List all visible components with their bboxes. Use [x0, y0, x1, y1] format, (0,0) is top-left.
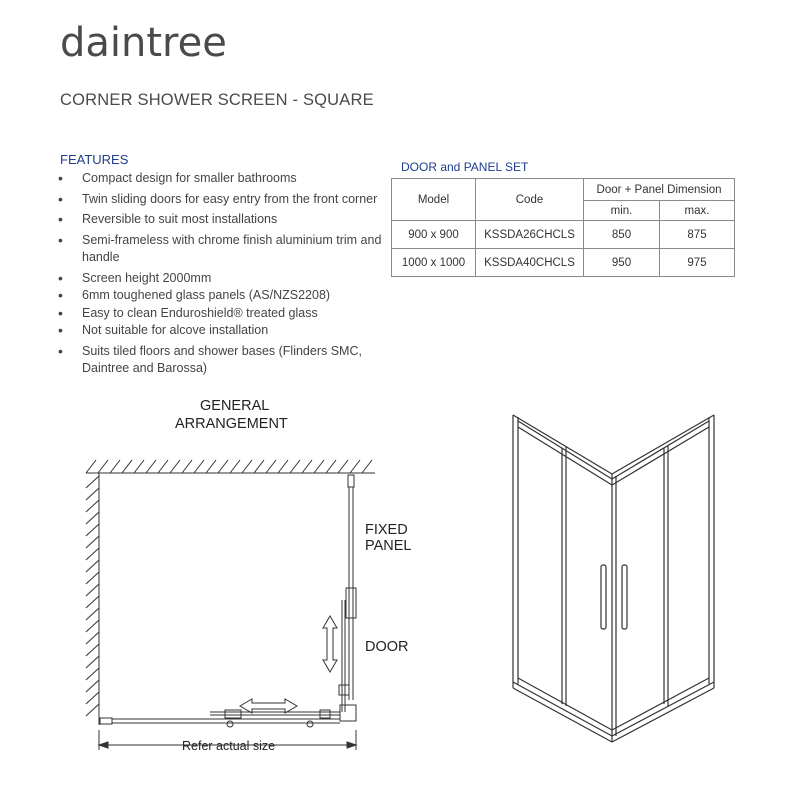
cell-model: 1000 x 1000	[392, 249, 476, 277]
cell-model: 900 x 900	[392, 221, 476, 249]
cell-code: KSSDA40CHCLS	[476, 249, 584, 277]
door-label: DOOR	[365, 639, 409, 655]
fixed-panel-label-line2: PANEL	[365, 538, 412, 554]
feature-item: • Compact design for smaller bathrooms	[56, 170, 386, 188]
col-header-model: Model	[392, 179, 476, 221]
cell-min: 850	[584, 221, 660, 249]
page-title: CORNER SHOWER SCREEN - SQUARE	[60, 91, 374, 109]
feature-item: • Not suitable for alcove installation	[56, 322, 386, 340]
cell-min: 950	[584, 249, 660, 277]
diagram-title-line1: GENERAL	[200, 398, 270, 414]
fixed-panel-label-line1: FIXED	[365, 522, 408, 538]
cell-code: KSSDA26CHCLS	[476, 221, 584, 249]
feature-item: • 6mm toughened glass panels (AS/NZS2208)	[56, 287, 386, 305]
cell-max: 875	[660, 221, 735, 249]
brand-logo: daintree	[60, 20, 227, 66]
isometric-view	[513, 415, 714, 742]
col-header-max: max.	[660, 201, 735, 221]
col-header-code: Code	[476, 179, 584, 221]
wall-hatching-top	[86, 460, 372, 473]
col-header-dimension: Door + Panel Dimension	[584, 179, 735, 201]
feature-item: • Screen height 2000mm	[56, 270, 386, 288]
feature-item: • Suits tiled floors and shower bases (Flinders SMC, Daintree and Barossa)	[56, 343, 386, 378]
wall-hatching-left	[86, 476, 99, 716]
feature-item: • Reversible to suit most installations	[56, 211, 386, 229]
table-heading: DOOR and PANEL SET	[401, 160, 529, 174]
feature-item: • Twin sliding doors for easy entry from the front corner	[56, 191, 386, 209]
horizontal-slide-arrow	[240, 699, 297, 713]
feature-item: • Easy to clean Endurоshield® treated glass	[56, 305, 386, 323]
col-header-min: min.	[584, 201, 660, 221]
feature-item: • Semi-frameless with chrome finish aluminium trim and handle	[56, 232, 386, 267]
fixed-panel-vertical	[346, 475, 356, 700]
dimension-label: Refer actual size	[182, 739, 276, 753]
vertical-slide-arrow	[323, 616, 337, 672]
fixed-panel-horizontal	[100, 718, 340, 724]
features-heading: FEATURES	[60, 152, 129, 167]
diagram-title-line2: ARRANGEMENT	[175, 416, 288, 432]
cell-max: 975	[660, 249, 735, 277]
door-vertical	[339, 600, 349, 712]
